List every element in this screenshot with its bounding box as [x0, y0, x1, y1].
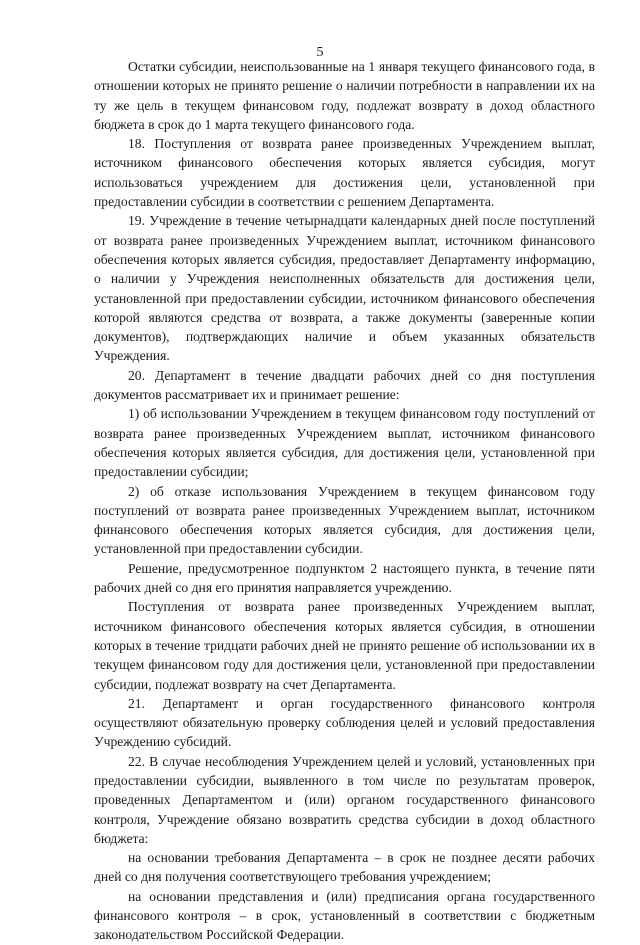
paragraph-21: 21. Департамент и орган государственного финансового контроля осуществляют обязательную проверку соблюдения целей и условий предоставления Учреждению субсидий.: [94, 695, 595, 750]
paragraph-20-item-2: 2) об отказе использования Учреждением в текущем финансовом году поступлений от возврата ранее произведенных Учреждением выплат, источником финансового обеспечения которых является субсидия, для достижения цели, установленной при предоставлении субсидии.: [94, 483, 595, 557]
paragraph-subsidy-remainder: Остатки субсидии, неиспользованные на 1 января текущего финансового года, в отношении которых не принято решение о наличии потребности в направлении их на ту же цель в текущем финансовом году, подлежат возврату в доход областного бюджета в срок до 1 марта текущего финансового года.: [94, 59, 595, 132]
paragraph-20: 20. Департамент в течение двадцати рабочих дней со дня поступления документов рассматривает их и принимает решение:: [94, 367, 595, 403]
paragraph-22: 22. В случае несоблюдения Учреждением целей и условий, установленных при предоставлении субсидии, выявленного в том числе по результатам проверок, проведенных Департаментом и (или) органом государственного финансового контроля, Учреждение обязано возвратить средства субсидии в доход областного бюджета:: [94, 753, 595, 846]
document-body: [94, 57, 595, 945]
paragraph-19: 19. Учреждение в течение четырнадцати календарных дней после поступлений от возврата ранее произведенных Учреждением выплат, источником финансового обеспечения которых является субсидия, предоставляет Департаменту информацию, о наличии у Учреждения неисполненных обязательств для достижения цели, установленной при предоставлении субсидии, источником финансового обеспечения которой являются средства от возврата, а также документы (заверенные копии документов), подтверждающих наличие и объем указанных обязательств Учреждения.: [94, 213, 595, 364]
page-number: 5: [316, 45, 324, 60]
paragraph-22-control-body: на основании представления и (или) предписания органа государственного финансового контроля – в срок, установленный в соответствии с бюджетным законодательством Российской Федерации.: [94, 888, 595, 943]
paragraph-22-department: на основании требования Департамента – в срок не позднее десяти рабочих дней со дня получения соответствующего требования учреждением;: [94, 850, 595, 885]
paragraph-18: 18. Поступления от возврата ранее произведенных Учреждением выплат, источником финансового обеспечения которых является субсидия, могут использоваться учреждением для достижения цели, установленной при предоставлении субсидии в соответствии с решением Департамента.: [94, 136, 595, 210]
paragraph-20-item-1: 1) об использовании Учреждением в текущем финансовом году поступлений от возврата ранее произведенных Учреждением выплат, источником финансового обеспечения которых является субсидия, для достижения цели, установленной при предоставлении субсидии;: [94, 406, 595, 480]
paragraph-decision: Решение, предусмотренное подпунктом 2 настоящего пункта, в течение пяти рабочих дней со дня его принятия направляется учреждению.: [94, 560, 595, 596]
paragraph-returns: Поступления от возврата ранее произведенных Учреждением выплат, источником финансового обеспечения которых является субсидия, в отношении которых в течение тридцати рабочих дней не принято решение об использовании их в текущем финансовом году для достижения цели, установленной при предоставлении субсидии, подлежат возврату на счет Департамента.: [94, 599, 595, 692]
